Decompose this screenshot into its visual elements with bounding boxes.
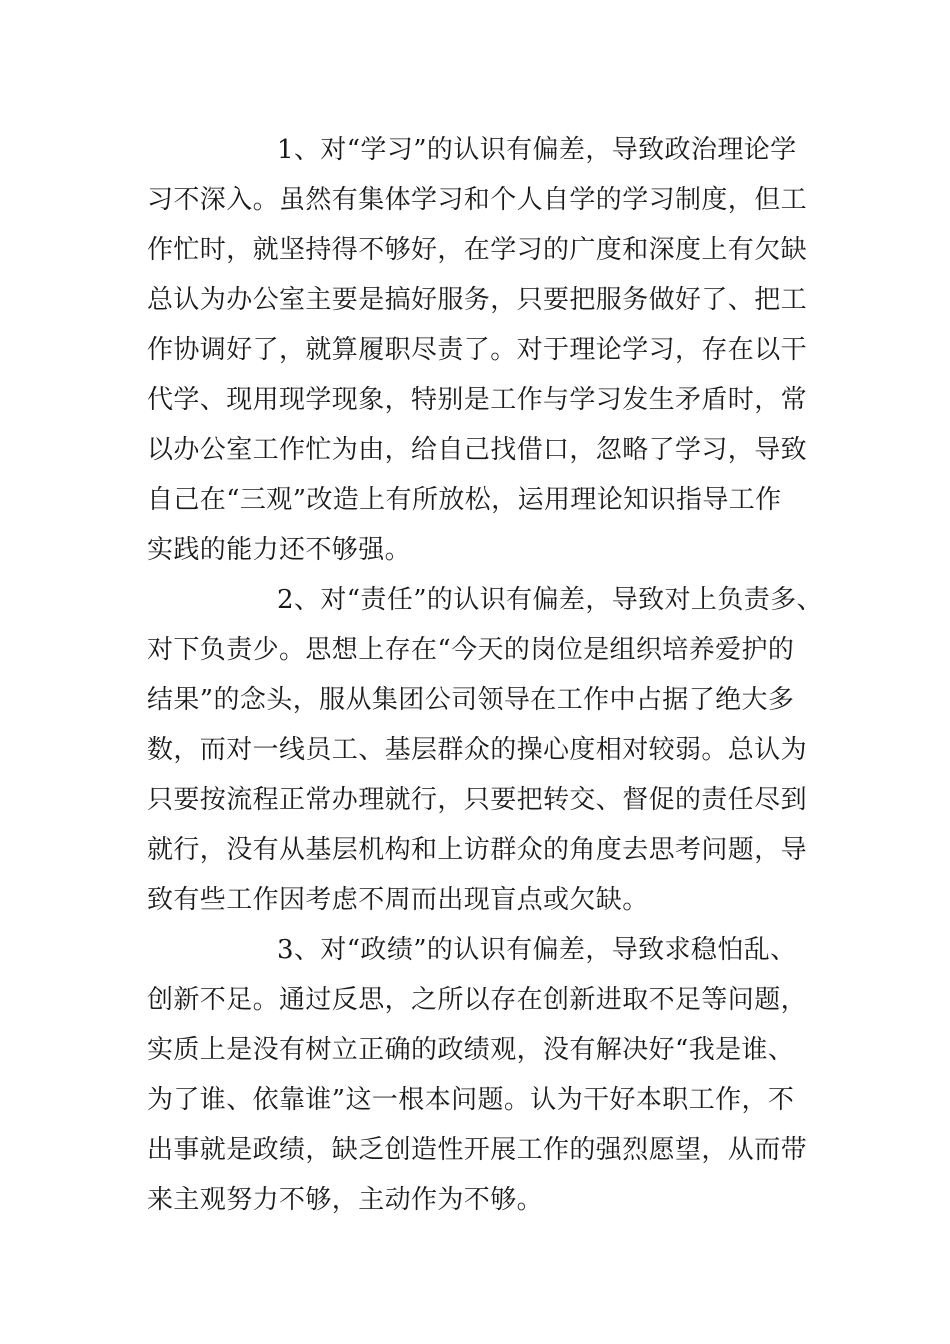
text-line: 以办公室工作忙为由，给自己找借口，忽略了学习，导致 xyxy=(147,435,808,465)
text-line: 致有些工作因考虑不周而出现盲点或欠缺。 xyxy=(147,885,649,915)
paragraph-3 xyxy=(147,925,837,1225)
text-line: 自己在“三观”改造上有所放松，运用理论知识指导工作 xyxy=(147,485,782,515)
text-line: 实质上是没有树立正确的政绩观，没有解决好“我是谁、 xyxy=(147,1035,795,1065)
text-line: 作忙时，就坚持得不够好，在学习的广度和深度上有欠缺 xyxy=(147,235,808,265)
paragraph-2 xyxy=(147,575,837,925)
text-line: 数，而对一线员工、基层群众的操心度相对较弱。总认为 xyxy=(147,735,808,765)
text-line: 出事就是政绩，缺乏创造性开展工作的强烈愿望，从而带 xyxy=(147,1135,808,1165)
text-line: 为了谁、依靠谁”这一根本问题。认为干好本职工作，不 xyxy=(147,1085,795,1115)
text-line: 作协调好了，就算履职尽责了。对于理论学习，存在以干 xyxy=(147,335,808,365)
text-line: 结果”的念头，服从集团公司领导在工作中占据了绝大多 xyxy=(147,685,795,715)
text-line: 1、对“学习”的认识有偏差，导致政治理论学 xyxy=(277,135,797,165)
text-line: 总认为办公室主要是搞好服务，只要把服务做好了、把工 xyxy=(147,285,808,315)
text-line: 创新不足。通过反思，之所以存在创新进取不足等问题， xyxy=(147,985,808,1015)
text-line: 就行，没有从基层机构和上访群众的角度去思考问题，导 xyxy=(147,835,808,865)
paragraph-1 xyxy=(147,125,837,575)
text-line: 来主观努力不够，主动作为不够。 xyxy=(147,1185,544,1215)
text-line: 3、对“政绩”的认识有偏差，导致求稳怕乱、 xyxy=(277,935,797,965)
text-line: 只要按流程正常办理就行，只要把转交、督促的责任尽到 xyxy=(147,785,808,815)
text-line: 对下负责少。思想上存在“今天的岗位是组织培养爱护的 xyxy=(147,635,795,665)
text-line: 习不深入。虽然有集体学习和个人自学的学习制度，但工 xyxy=(147,185,808,215)
document-body xyxy=(147,125,837,1225)
text-line: 实践的能力还不够强。 xyxy=(147,535,412,565)
text-line: 代学、现用现学现象，特别是工作与学习发生矛盾时，常 xyxy=(147,385,808,415)
text-line: 2、对“责任”的认识有偏差，导致对上负责多、 xyxy=(277,585,823,615)
